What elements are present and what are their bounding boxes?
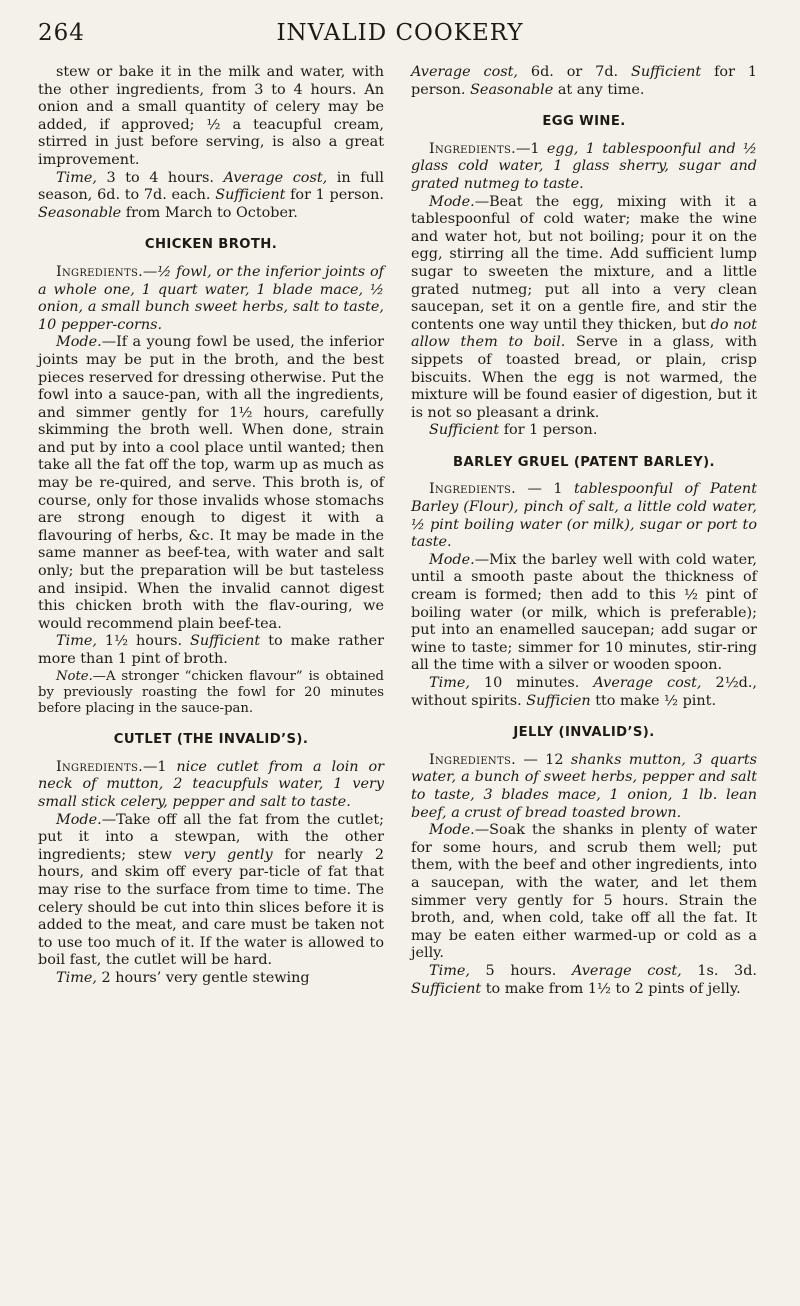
chicken-broth-ingredients: Ingredients.—½ fowl, or the inferior joints of a whole one, 1 quart water, 1 blade mace, ½ onion, a small bunch sweet herbs, salt to taste, 10 pepper-corns.: [38, 263, 384, 333]
running-title: INVALID COOKERY: [276, 20, 524, 46]
recipe-title-egg-wine: EGG WINE.: [542, 114, 626, 130]
chicken-broth-summary: Time, 1½ hours. Sufficient to make rather more than 1 pint of broth.: [38, 633, 384, 667]
page-header: [38, 20, 762, 60]
cutlet-summary-continued: Average cost, 6d. or 7d. Sufficient for 1 person. Seasonable at any time.: [411, 64, 757, 98]
recipe-title-barley-gruel: BARLEY GRUEL (PATENT BARLEY).: [453, 454, 715, 470]
cutlet-mode: Mode.—Take off all the fat from the cutlet; put it into a stewpan, with the other ingredients; stew very gently for nearly 2 hours, and skim off every par-ticle of fat that may rise to the surface from time to time. The celery should be cut into thin slices before it is added to the meat, and care must be taken not to use too much of it. If the water is allowed to boil fast, the cutlet will be hard.: [38, 811, 384, 969]
recipe-title-chicken-broth: CHICKEN BROTH.: [144, 237, 278, 253]
barley-gruel-mode: Mode.—Mix the barley well with cold water, until a smooth paste about the thickness of cream is formed; then add to this ½ pint of boiling water (or milk, which is preferable); put into an enamelled saucepan; add sugar or wine to taste; simmer for 10 minutes, stir-ring all the time with a silver or wooden spoon.: [411, 551, 757, 674]
egg-wine-summary: Sufficient for 1 person.: [429, 422, 598, 439]
jelly-ingredients: Ingredients. — 12 shanks mutton, 3 quarts water, a bunch of sweet herbs, pepper and salt to taste, 3 blades mace, 1 onion, 1 lb. lean beef, a crust of bread toasted brown.: [411, 751, 757, 821]
barley-gruel-ingredients: Ingredients. — 1 tablespoonful of Patent Barley (Flour), pinch of salt, a little cold water, ½ pint boiling water (or milk), sugar or port to taste.: [411, 481, 757, 551]
jelly-summary: Time, 5 hours. Average cost, 1s. 3d. Sufficient to make from 1½ to 2 pints of jelly.: [411, 962, 758, 997]
egg-wine-ingredients: Ingredients.—1 egg, 1 tablespoonful and ½ glass cold water, 1 glass sherry, sugar and grated nutmeg to taste.: [411, 140, 757, 192]
barley-gruel-summary: Time, 10 minutes. Average cost, 2½d., without spirits. Sufficien tto make ½ pint.: [411, 675, 758, 709]
chicken-broth-mode: Mode.—If a young fowl be used, the inferior joints may be put in the broth, and the best pieces reserved for dressing otherwise. Put the fowl into a sauce-pan, with all the ingredients, and simmer gently for 1½ hours, carefully skimming the broth well. When done, strain and put by into a cool place until wanted; then take all the fat off the top, warm up as much as may be re-quired, and serve. This broth is, of course, only for those invalids whose stomachs are strong enough to digest it with a flavouring of herbs, &c. It may be made in the same manner as beef-tea, with water and salt only; but the preparation will be but tasteless and insipid. When the invalid cannot digest this chicken broth with the flav-ouring, we would recommend plain beef-tea.: [38, 334, 384, 632]
continued-paragraph: stew or bake it in the milk and water, with the other ingredients, from 3 to 4 hours. An onion and a small quantity of celery may be added, if approved; ½ a teacupful cream, stirred in just before serving, is also a great improvement.: [38, 64, 384, 168]
right-column: [411, 64, 757, 998]
cutlet-ingredients: Ingredients.—1 nice cutlet from a loin or neck of mutton, 2 teacupfuls water, 1 very small stick celery, pepper and salt to taste.: [38, 758, 384, 810]
page-number: 264: [38, 20, 85, 46]
intro-summary: Time, 3 to 4 hours. Average cost, in full season, 6d. to 7d. each. Sufficient for 1 person. Seasonable from March to October.: [38, 169, 385, 221]
recipe-title-cutlet: CUTLET (THE INVALID’S).: [113, 732, 309, 748]
left-column: [38, 64, 384, 988]
jelly-mode: Mode.—Soak the shanks in plenty of water for some hours, and scrub them well; put them, with the beef and other ingredients, into a saucepan, with the water, and let them simmer very gently for 5 hours. Strain the broth, and, when cold, take off all the fat. It may be eaten either warmed-up or cold as a jelly.: [411, 822, 757, 962]
chicken-broth-note: Note.—A stronger “chicken flavour” is obtained by previously roasting the fowl for 20 minutes before placing in the sauce-pan.: [38, 668, 384, 716]
recipe-title-jelly: JELLY (INVALID’S).: [513, 725, 655, 741]
cutlet-summary: Time, 2 hours’ very gentle stewing: [56, 969, 310, 986]
egg-wine-mode: Mode.—Beat the egg, mixing with it a tablespoonful of cold water; make the wine and water hot, but not boiling; pour it on the egg, stirring all the time. Add sufficient lump sugar to sweeten the mixture, and a little grated nutmeg; put all into a very clean saucepan, set it on a gentle fire, and stir the contents one way until they thicken, but do not allow them to boil. Serve in a glass, with sippets of toasted bread, or plain, crisp biscuits. When the egg is not warmed, the mixture will be found easier of digestion, but it is not so pleasant a drink.: [411, 193, 757, 421]
